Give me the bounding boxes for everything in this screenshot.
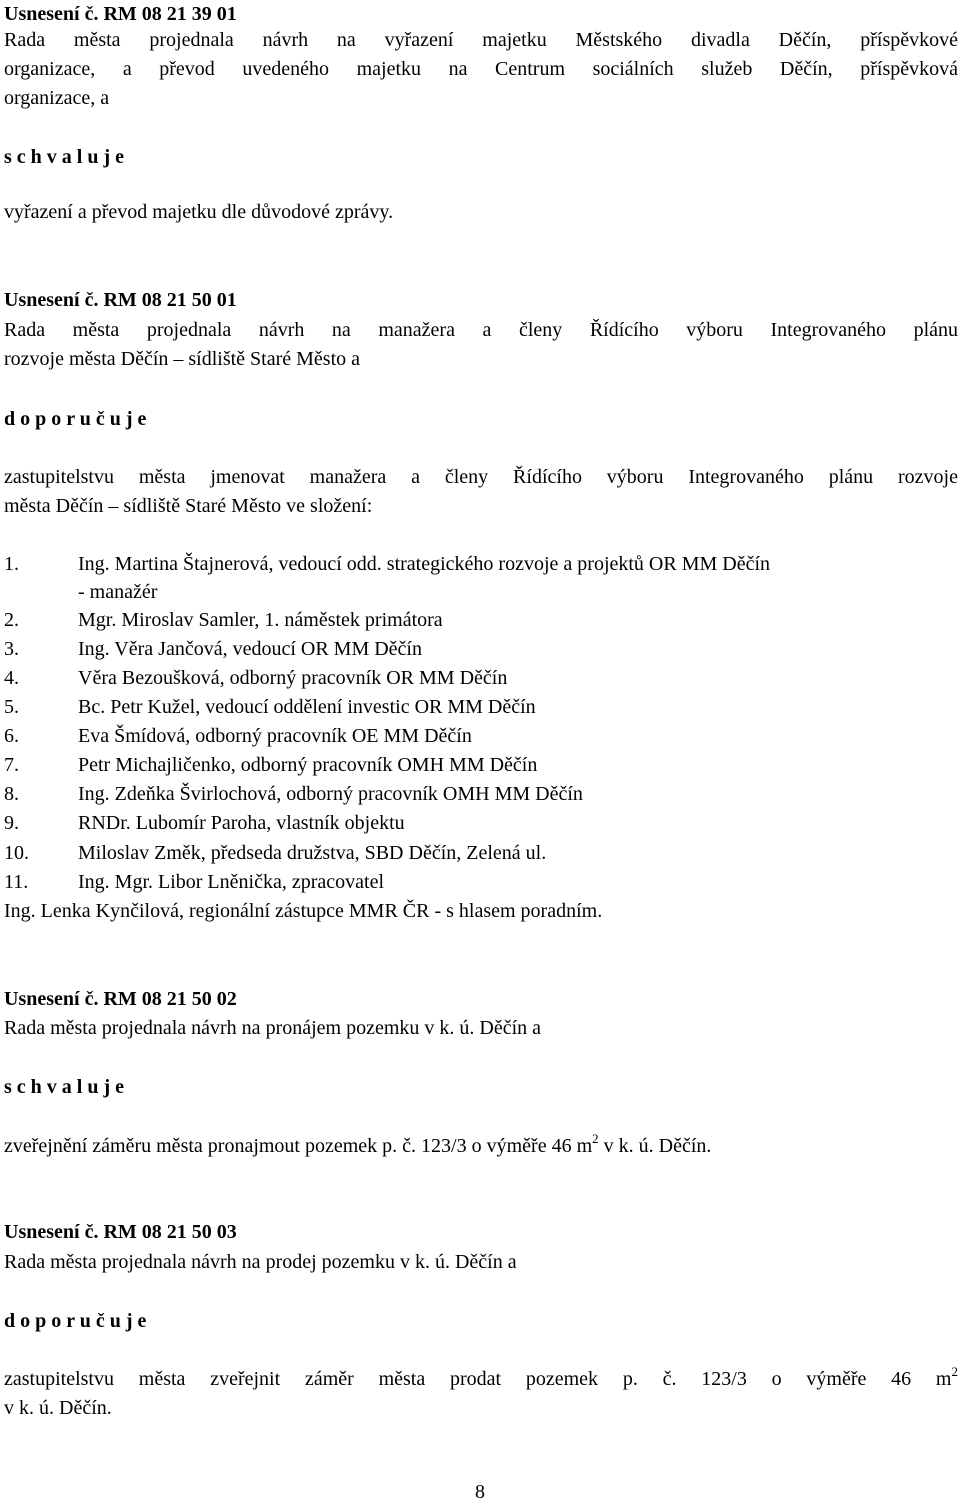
heading-number: RM 08 21 50 02 <box>103 988 237 1010</box>
resolution-4-verb: d o p o r u č u j e <box>4 1310 147 1332</box>
resolution-2-advisor: Ing. Lenka Kynčilová, regionální zástupce MMR ČR - s hlasem poradním. <box>4 900 603 922</box>
heading-number: RM 08 21 50 01 <box>103 289 237 311</box>
heading-number: RM 08 21 39 01 <box>103 3 237 25</box>
resolution-4-heading <box>4 1218 237 1247</box>
resolution-2-body-line-2: města Děčín – sídliště Staré Město ve složení: <box>4 495 373 517</box>
resolution-4-body-line-1: zastupitelstvu města zveřejnit záměr města prodat pozemek p. č. 123/3 o výměře 46 $m^2$ <box>4 1364 958 1390</box>
resolution-1-intro-line-1: Rada města projednala návrh na vyřazení majetku Městského divadla Děčín, příspěvkové <box>4 29 958 51</box>
heading-label: Usnesení č. <box>4 3 99 25</box>
resolution-1-intro-line-3: organizace, a <box>4 87 110 109</box>
resolution-1-intro-line-2: organizace, a převod uvedeného majetku na Centrum sociálních služeb Děčín, příspěvková <box>4 58 958 80</box>
heading-label: Usnesení č. <box>4 988 99 1010</box>
resolution-1-body: vyřazení a převod majetku dle důvodové zprávy. <box>4 201 394 223</box>
resolution-3-heading <box>4 985 237 1014</box>
resolution-3-verb: s c h v a l u j e <box>4 1076 124 1098</box>
resolution-1-verb: s c h v a l u j e <box>4 146 124 168</box>
resolution-3-body: zveřejnění záměru města pronajmout pozemek p. č. 123/3 o výměře 46 $m^2$ v k. ú. Děčín. <box>4 1131 712 1157</box>
heading-label: Usnesení č. <box>4 1221 99 1243</box>
resolution-2-heading <box>4 286 237 315</box>
resolution-2-intro-line-2: rozvoje města Děčín – sídliště Staré Město a <box>4 348 361 370</box>
page-number: 8 <box>475 1481 485 1503</box>
heading-number: RM 08 21 50 03 <box>103 1221 237 1243</box>
resolution-3-intro: Rada města projednala návrh na pronájem pozemku v k. ú. Děčín a <box>4 1017 542 1039</box>
resolution-4-body-line-2: v k. ú. Děčín. <box>4 1397 112 1419</box>
heading-label: Usnesení č. <box>4 289 99 311</box>
resolution-4-intro: Rada města projednala návrh na prodej pozemku v k. ú. Děčín a <box>4 1251 517 1273</box>
resolution-2-body-line-1: zastupitelstvu města jmenovat manažera a členy Řídícího výboru Integrovaného plánu rozvoje <box>4 466 958 488</box>
resolution-2-intro-line-1: Rada města projednala návrh na manažera a členy Řídícího výboru Integrovaného plánu <box>4 319 958 341</box>
resolution-2-verb: d o p o r u č u j e <box>4 408 147 430</box>
resolution-1-heading <box>4 0 237 29</box>
